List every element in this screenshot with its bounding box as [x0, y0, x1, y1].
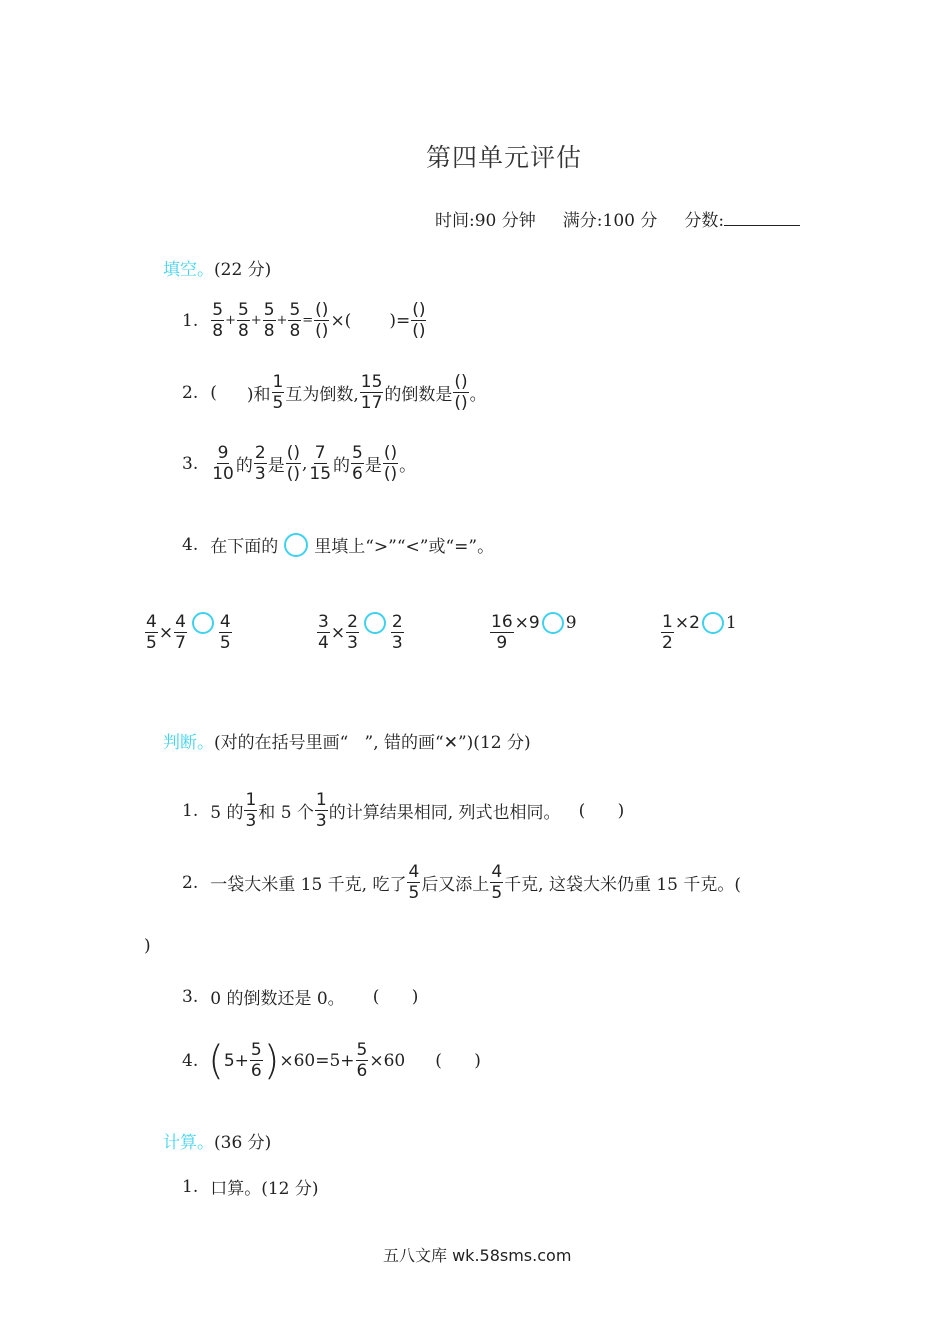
blank-fraction[interactable]: $\frac{()}{()}$ [454, 372, 468, 413]
fraction: $\frac{5}{8}$ [289, 300, 301, 341]
judge-2-paren-close[interactable]: ) [144, 936, 151, 956]
judge-3: 3. 0 的倒数还是 0。 ( ) [182, 986, 419, 1009]
section-heading: 填空。 [163, 260, 214, 280]
score-blank[interactable] [724, 207, 800, 226]
fraction: $\frac{2}{3}$ [254, 443, 266, 484]
score-label: 分数: [684, 211, 725, 231]
question-4: 4. 在下面的 里填上“>”“<”或“=”。 [182, 534, 495, 557]
compare-item-4: $\frac{1}{2}$ ×2 1 [662, 612, 737, 653]
exam-meta [435, 206, 800, 231]
compare-circle[interactable] [542, 612, 564, 634]
compare-item-2: $\frac{3}{4}$ × $\frac{2}{3}$ $\frac{2}{3}$ [318, 612, 403, 653]
blank-fraction[interactable]: $\frac{()}{()}$ [315, 300, 329, 341]
section-judge: 判断。(对的在括号里画“ ”, 错的画“✕”)(12 分) [163, 733, 531, 753]
section-fill-blank [163, 255, 271, 280]
judge-4: 4. ( 5+ $\frac{5}{6}$ ) ×60=5+ $\frac{5}{6}$ ×60 ( ) [182, 1037, 481, 1084]
judge-2: 2. 一袋大米重 15 千克, 吃了 $\frac{4}{5}$ 后又添上 $\frac{4}{5}$ 千克, 这袋大米仍重 15 千克。( [182, 862, 742, 903]
footer-watermark: 五八文库 wk.58sms.com [383, 1246, 572, 1265]
fraction: $\frac{5}{8}$ [212, 300, 224, 341]
question-2: 2. ( )和 $\frac{1}{5}$ 互为倒数, $\frac{15}{17}$ 的倒数是 $\frac{()}{()}$ 。 [182, 372, 487, 413]
page-title: 第四单元评估 [426, 143, 583, 172]
section-heading: 计算。 [163, 1133, 214, 1153]
answer-paren[interactable]: ( ) [578, 800, 625, 821]
cross-icon: ✕ [443, 733, 458, 753]
compare-circle[interactable] [192, 612, 214, 634]
question-1: 1. $\frac{5}{8}$ + $\frac{5}{8}$ + $\frac{5}{8}$ + $\frac{5}{8}$ = $\frac{()}{()}$ ×( )= $\frac{()}{()}$ [182, 300, 426, 341]
fraction: $\frac{15}{17}$ [360, 372, 383, 413]
compare-circle[interactable] [364, 612, 386, 634]
answer-paren[interactable]: ( ) [372, 986, 419, 1007]
fraction: $\frac{9}{10}$ [212, 443, 234, 484]
compare-item-1: $\frac{4}{5}$ × $\frac{4}{7}$ $\frac{4}{5}$ [146, 612, 231, 653]
fraction: $\frac{5}{8}$ [237, 300, 249, 341]
section-points: (22 分) [214, 260, 272, 280]
calc-1: 1. 口算。(12 分) [182, 1176, 319, 1199]
time-limit: 时间:90 分钟 [435, 211, 536, 231]
blank-fraction[interactable]: $\frac{()}{()}$ [383, 443, 398, 484]
fraction: $\frac{5}{6}$ [352, 443, 363, 484]
fraction: $\frac{5}{8}$ [263, 300, 275, 341]
blank-fraction[interactable]: $\frac{()}{()}$ [412, 300, 426, 341]
answer-paren[interactable]: ( ) [435, 1050, 481, 1071]
circle-icon [284, 533, 308, 557]
section-heading: 判断。 [163, 733, 214, 753]
fraction: $\frac{7}{15}$ [309, 443, 332, 484]
judge-1: 1. 5 的 $\frac{1}{3}$ 和 5 个 $\frac{1}{3}$ 的计算结果相同, 列式也相同。 ( ) [182, 790, 625, 831]
compare-circle[interactable] [702, 612, 724, 634]
blank-fraction[interactable]: $\frac{()}{()}$ [286, 443, 300, 484]
section-calc: 计算。(36 分) [163, 1133, 272, 1153]
fraction: $\frac{1}{5}$ [272, 372, 284, 413]
full-score: 满分:100 分 [562, 211, 658, 231]
question-3: 3. $\frac{9}{10}$ 的 $\frac{2}{3}$ 是 $\frac{()}{()}$ , $\frac{7}{15}$ 的 $\frac{5}{6}$ 是 $\frac{()}{()}$ 。 [182, 443, 417, 484]
compare-item-3: $\frac{16}{9}$ ×9 9 [491, 612, 577, 653]
